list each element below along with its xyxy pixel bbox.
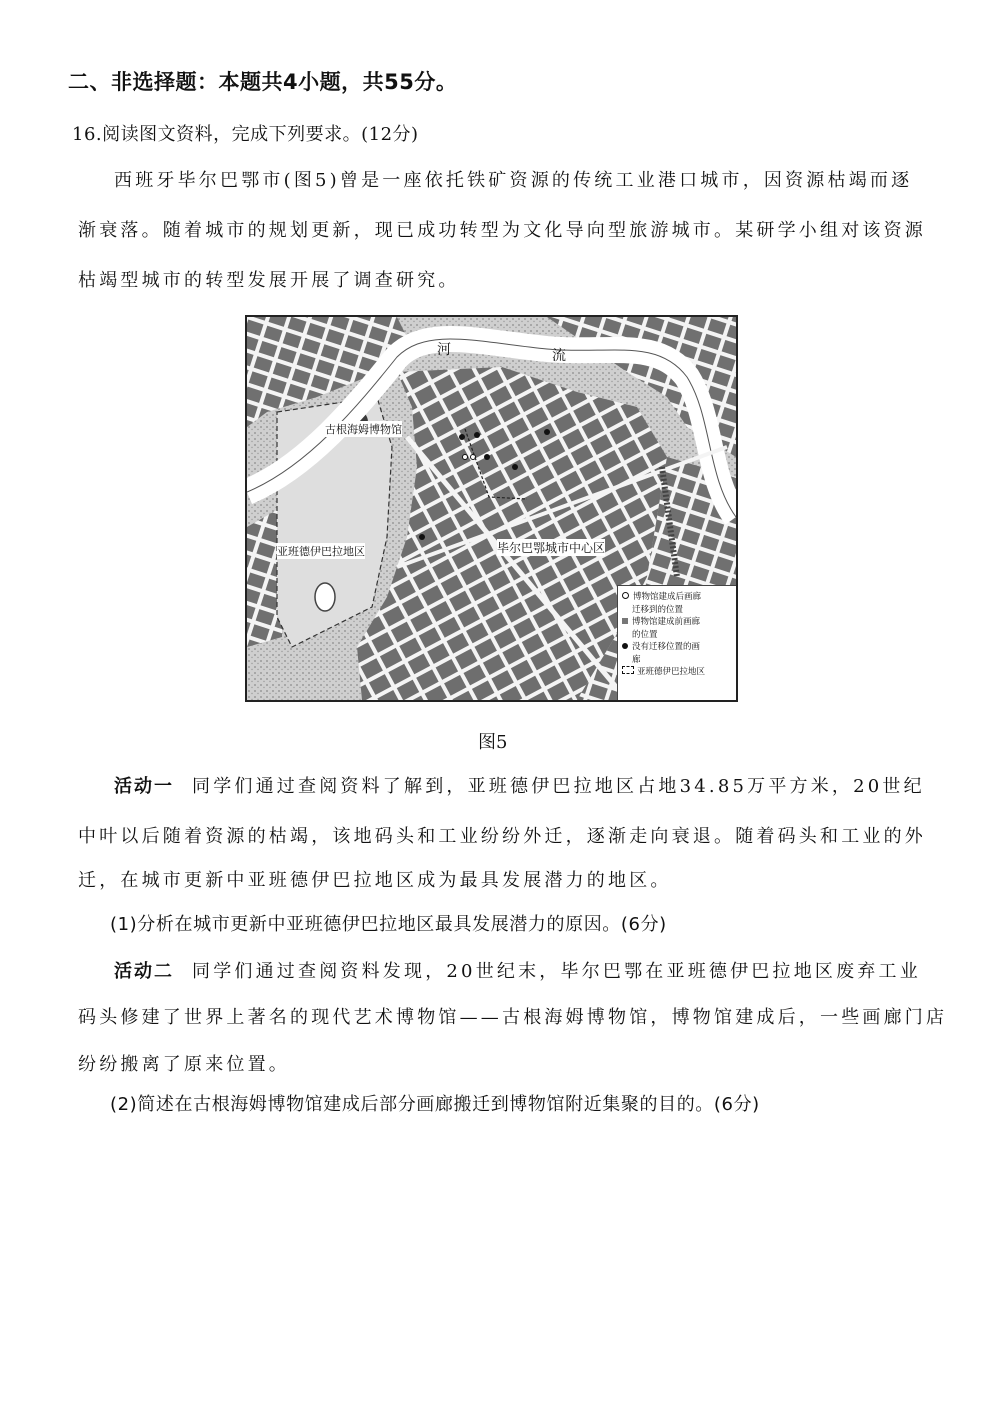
- west-blocks: [247, 507, 282, 647]
- activity1-label: 活动一: [114, 776, 174, 797]
- section-title: 二、非选择题：本题共4小题，共55分。: [68, 70, 458, 94]
- activity2-label: 活动二: [114, 961, 174, 982]
- legend-item-unmoved: 没有迁移位置的画: [622, 641, 734, 654]
- legend-item-after-cont: 迁移到的位置: [632, 604, 684, 615]
- grey-square-icon: [622, 618, 628, 624]
- activity2-line: [114, 957, 921, 983]
- museum-label: 古根海姆博物馆: [325, 423, 402, 436]
- dashed-box-icon: [622, 666, 634, 674]
- question-2: (2)简述在古根海姆博物馆建成后部分画廊搬迁到博物馆附近集聚的目的。(6分): [110, 1094, 760, 1115]
- activity1-line: [114, 772, 925, 798]
- activity1-line: 中叶以后随着资源的枯竭，该地码头和工业纷纷外迁，逐渐走向衰退。随着码头和工业的外: [78, 826, 926, 847]
- figure-caption: 图5: [478, 732, 508, 753]
- river-label-1: 河: [437, 342, 451, 358]
- activity1-text: 同学们通过查阅资料了解到，亚班德伊巴拉地区占地34.85万平方米，20世纪: [192, 776, 925, 797]
- legend-item-district: 亚班德伊巴拉地区: [622, 666, 734, 679]
- river-label-2: 流: [552, 348, 566, 364]
- question-1: (1)分析在城市更新中亚班德伊巴拉地区最具发展潜力的原因。(6分): [110, 914, 667, 935]
- city-center-label: 毕尔巴鄂城市中心区: [497, 541, 606, 555]
- legend-item-unmoved-cont: 廊: [632, 654, 641, 665]
- intro-line: 渐衰落。随着城市的规划更新，现已成功转型为文化导向型旅游城市。某研学小组对该资源: [78, 220, 926, 241]
- city-map-figure: [245, 315, 738, 702]
- legend-item-after: 博物馆建成后画廊: [622, 591, 734, 604]
- black-dot-icon: [622, 643, 628, 649]
- intro-line: 枯竭型城市的转型发展开展了调查研究。: [78, 270, 460, 291]
- question-title: 16.阅读图文资料，完成下列要求。(12分): [72, 124, 419, 145]
- legend-item-before-cont: 的位置: [632, 629, 658, 640]
- map-legend: [617, 585, 736, 700]
- activity2-line: 码头修建了世界上著名的现代艺术博物馆——古根海姆博物馆，博物馆建成后，一些画廊门店: [78, 1007, 948, 1028]
- activity1-line: 迁，在城市更新中亚班德伊巴拉地区成为最具发展潜力的地区。: [78, 870, 672, 891]
- stadium-shape: [315, 583, 335, 611]
- activity2-text: 同学们通过查阅资料发现，20世纪末，毕尔巴鄂在亚班德伊巴拉地区废弃工业: [192, 961, 921, 982]
- legend-item-before: 博物馆建成前画廊: [622, 616, 734, 629]
- district-label: 亚班德伊巴拉地区: [277, 545, 365, 558]
- open-dot-icon: [622, 592, 629, 599]
- intro-line: 西班牙毕尔巴鄂市(图5)曾是一座依托铁矿资源的传统工业港口城市，因资源枯竭而逐: [114, 170, 913, 191]
- activity2-line: 纷纷搬离了原来位置。: [78, 1054, 290, 1075]
